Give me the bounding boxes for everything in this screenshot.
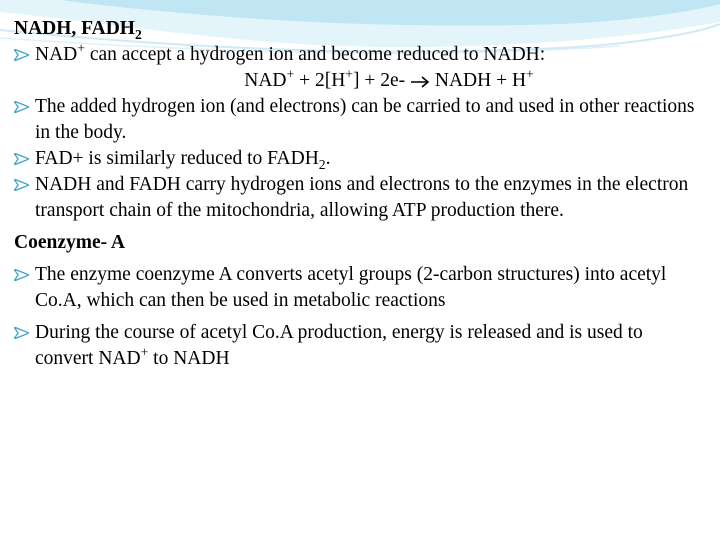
bullet-arrow-icon — [14, 153, 29, 165]
section-heading-coenzyme-a: Coenzyme- A — [14, 232, 126, 253]
slide-title: NADH, $FADH_2$ — [14, 18, 142, 42]
reaction-arrow-icon — [410, 76, 430, 88]
bullet-arrow-icon — [14, 101, 29, 113]
bullet-arrow-icon — [14, 327, 29, 339]
slide-content — [14, 16, 704, 372]
bullet-acetyl-coa-energy: During the course of acetyl Co.A production, energy is released and is used to convert NAD+ to NADH — [14, 320, 704, 372]
bullet-fad-reduced: FAD+ is similarly reduced to $FADH_2$. — [14, 146, 704, 172]
bullet-arrow-icon — [14, 179, 29, 191]
bullet-nad-accepts-hydrogen: NAD+ can accept a hydrogen ion and become reduced to NADH: — [14, 42, 704, 68]
bullet-electron-transport: NADH and FADH carry hydrogen ions and electrons to the enzymes in the electron transport chain of the mitochondria, allowing ATP production there. — [14, 172, 704, 224]
reaction-equation: NAD+ + 2[H+] + 2e- NADH + H+ — [244, 66, 534, 91]
bullet-arrow-icon — [14, 49, 29, 61]
bullet-arrow-icon — [14, 269, 29, 281]
bullet-hydrogen-carried: The added hydrogen ion (and electrons) can be carried to and used in other reactions in the body. — [14, 94, 704, 146]
bullet-coenzyme-a-converts: The enzyme coenzyme A converts acetyl groups (2-carbon structures) into acetyl Co.A, which can then be used in metabolic reactions — [14, 262, 704, 314]
